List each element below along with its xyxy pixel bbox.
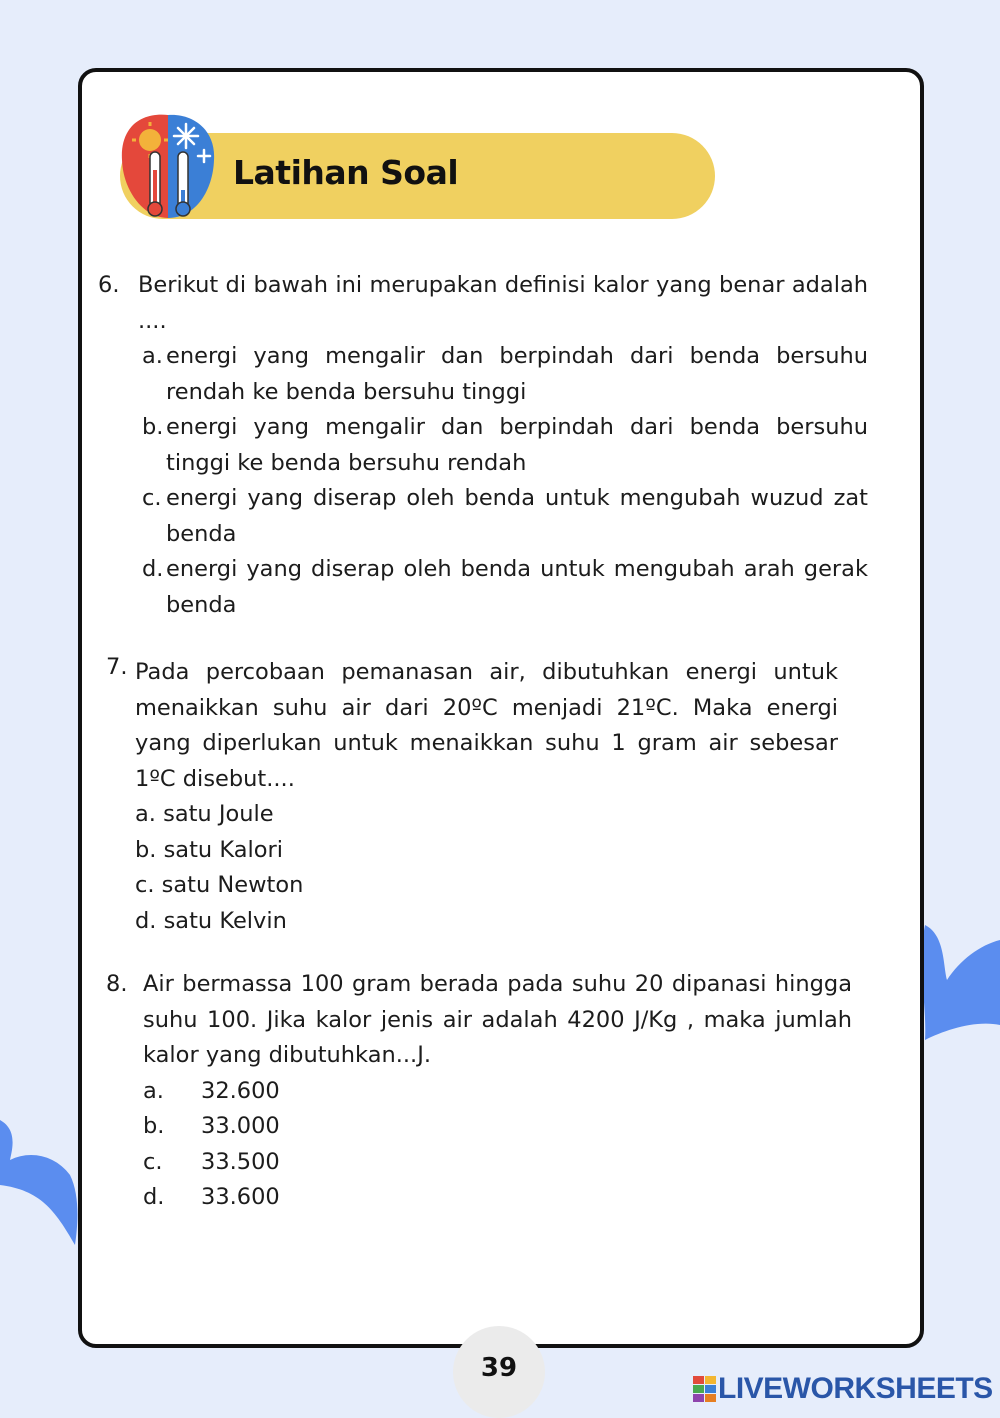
answer-options — [135, 797, 838, 939]
question-number: 7. — [106, 654, 128, 680]
option-letter: c. — [142, 485, 162, 511]
question-number: 6. — [98, 272, 120, 298]
option-letter: b. — [142, 414, 164, 440]
option-letter: d. — [142, 556, 164, 582]
question-stem: Pada percobaan pemanasan air, dibutuhkan energi untuk menaikkan suhu air dari 20ºC menjadi 21ºC. Maka energi yang diperlukan untuk menaikkan suhu 1 gram air sebesar 1ºC disebut.... — [135, 659, 838, 792]
answer-option-a[interactable] — [142, 339, 868, 410]
answer-option-c[interactable]: c. satu Newton — [135, 872, 304, 898]
answer-option-d[interactable] — [142, 552, 868, 623]
option-text: energi yang mengalir dan berpindah dari benda bersuhu tinggi ke benda bersuhu rendah — [166, 414, 868, 476]
question-stem: Berikut di bawah ini merupakan definisi kalor yang benar adalah .... — [138, 272, 868, 334]
option-value: 32.600 — [201, 1077, 280, 1104]
answer-option-b[interactable]: b. satu Kalori — [135, 836, 283, 863]
question-stem: Air bermassa 100 gram berada pada suhu 20 dipanasi hingga suhu 100. Jika kalor jenis air adalah 4200 J/Kg , maka jumlah kalor yang dibutuhkan...J. — [143, 971, 852, 1068]
answer-option-b[interactable] — [143, 1109, 852, 1145]
option-letter: d. — [143, 1184, 165, 1210]
answer-option-d[interactable] — [143, 1180, 852, 1216]
answer-option-c[interactable] — [142, 481, 868, 552]
answer-option-d[interactable]: d. satu Kelvin — [135, 907, 287, 934]
option-text: energi yang diserap oleh benda untuk mengubah arah gerak benda — [166, 556, 868, 618]
option-text: energi yang mengalir dan berpindah dari benda bersuhu rendah ke benda bersuhu tinggi — [166, 343, 868, 405]
option-letter: c. — [143, 1148, 163, 1175]
brand-name: LIVEWORKSHEETS — [718, 1372, 993, 1405]
liveworksheets-logo-icon — [693, 1376, 717, 1402]
page-title: Latihan Soal — [233, 153, 459, 192]
option-value: 33.600 — [201, 1184, 280, 1210]
option-letter: a. — [143, 1077, 164, 1104]
answer-options — [143, 1074, 852, 1216]
option-letter: a. — [142, 343, 163, 369]
question-6 — [98, 268, 868, 623]
option-text: energi yang diserap oleh benda untuk mengubah wuzud zat benda — [166, 485, 868, 547]
answer-option-c[interactable] — [143, 1145, 852, 1181]
question-number: 8. — [106, 971, 128, 997]
option-value: 33.000 — [201, 1113, 280, 1139]
answer-option-a[interactable] — [143, 1074, 852, 1110]
answer-option-b[interactable] — [142, 410, 868, 481]
answer-option-a[interactable]: a. satu Joule — [135, 801, 274, 827]
thermometer-hot-cold-icon — [118, 110, 218, 222]
page-number: 39 — [480, 1353, 518, 1383]
decorative-leaf-shape-left — [0, 1115, 80, 1245]
question-7 — [106, 655, 838, 939]
option-letter: b. — [143, 1113, 165, 1139]
option-value: 33.500 — [201, 1148, 280, 1175]
question-8 — [106, 967, 852, 1216]
